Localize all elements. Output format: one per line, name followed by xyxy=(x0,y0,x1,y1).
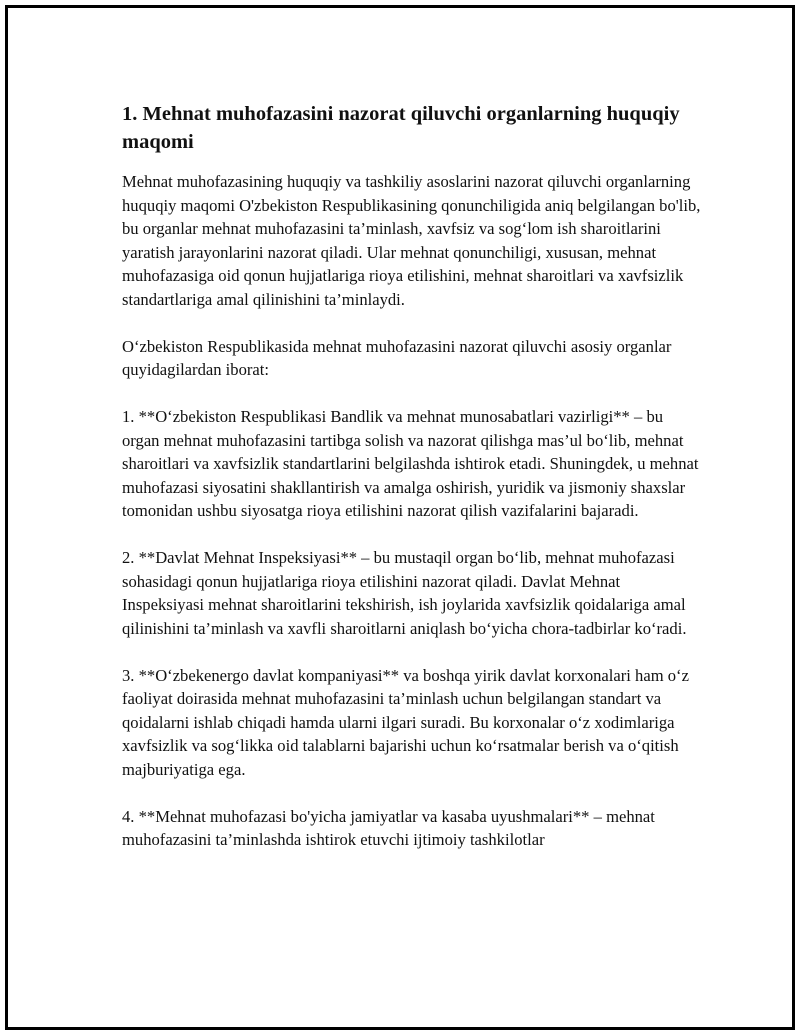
paragraph-item-1: 1. **O‘zbekiston Respublikasi Bandlik va mehnat munosabatlari vazirligi** – bu organ mehnat muhofazasini tartibga solish va nazorat qilishga mas’ul bo‘lib, mehnat sharoitlari va xavfsizlik standartlarini belgilashda ishtirok etadi. Shuningdek, u mehnat muhofazasi siyosatini shakllantirish va amalga oshirish, yuridik va jismoniy shaxslar tomonidan ushbu siyosatga rioya etilishini nazorat qilish vazifalarini bajaradi. xyxy=(122,407,699,520)
document-page xyxy=(5,5,795,1030)
paragraph-item-4: 4. **Mehnat muhofazasi bo'yicha jamiyatlar va kasaba uyushmalari** – mehnat muhofazasini ta’minlashda ishtirok etuvchi ijtimoiy tashkilotlar xyxy=(122,806,655,849)
paragraph-item-2: 2. **Davlat Mehnat Inspeksiyasi** – bu mustaqil organ bo‘lib, mehnat muhofazasi sohasidagi qonun hujjatlariga rioya etilishini nazorat qiladi. Davlat Mehnat Inspeksiyasi mehnat sharoitlarini tekshirish, ish joylarida xavfsizlik qoidalariga amal qilinishini ta’minlash va xavfli sharoitlarni aniqlash bo‘yicha chora-tadbirlar ko‘radi. xyxy=(122,548,687,638)
paragraph-item-3: 3. **O‘zbekenergo davlat kompaniyasi** va boshqa yirik davlat korxonalari ham o‘z faoliyat doirasida mehnat muhofazasini ta’minlash uchun belgilangan standart va qoidalarni ishlab chiqadi hamda ularni ilgari suradi. Bu korxonalar o‘z xodimlariga xavfsizlik va sog‘likka oid talablarni bajarishi uchun ko‘rsatmalar berish va o‘qitish majburiyatiga ega. xyxy=(122,665,689,779)
paragraph-intro: Mehnat muhofazasining huquqiy va tashkiliy asoslarini nazorat qiluvchi organlarning huquqiy maqomi O'zbekiston Respublikasining qonunchiligida aniq belgilangan bo'lib, bu organlar mehnat muhofazasini ta’minlash, xavfsiz va sog‘lom ish sharoitlarini yaratish jarayonlarini nazorat qiladi. Ular mehnat qonunchiligi, xususan, mehnat muhofazasiga oid qonun hujjatlariga rioya etilishini, mehnat sharoitlari va xavfsizlik standartlariga amal qilinishini ta’minlaydi. xyxy=(122,172,701,309)
document-body xyxy=(122,100,702,852)
paragraph-organs-lead: O‘zbekiston Respublikasida mehnat muhofazasini nazorat qiluvchi asosiy organlar quyidagilardan iborat: xyxy=(122,336,672,379)
section-title: 1. Mehnat muhofazasini nazorat qiluvchi organlarning huquqiy maqomi xyxy=(122,103,680,153)
